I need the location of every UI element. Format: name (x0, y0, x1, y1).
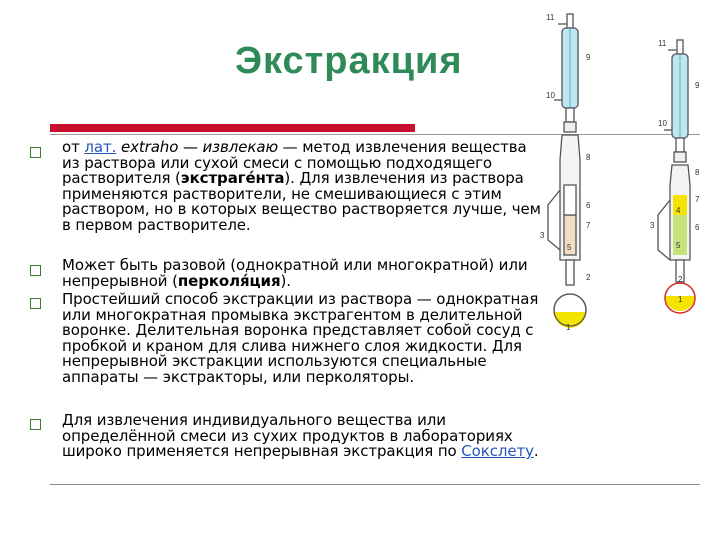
left-label-7: 7 (586, 221, 591, 230)
bullet-2-tail: ). (280, 271, 291, 290)
bullet-marker-3 (30, 298, 41, 309)
right-label-4: 4 (676, 206, 681, 215)
bullet-marker-2 (30, 265, 41, 276)
left-label-5: 5 (567, 243, 572, 252)
right-label-8: 8 (695, 168, 700, 177)
bullet-text-1 (62, 140, 542, 234)
left-label-3: 3 (540, 231, 545, 240)
left-label-8: 8 (586, 153, 591, 162)
bullet-4-body: Для извлечения индивидуального вещества или определённой смеси из сухих продуктов в лабораториях широко применяется непрерывная экстракция по (62, 411, 513, 461)
right-label-3: 3 (650, 221, 655, 230)
right-label-11: 11 (658, 39, 667, 48)
slide-title: Экстракция (235, 40, 463, 82)
footer-divider (50, 484, 700, 485)
right-label-7: 7 (695, 195, 700, 204)
term-extragent: экстраге́нта (180, 169, 285, 188)
bullet-1-etymology: extraho — извлекаю (120, 138, 278, 156)
left-label-6: 6 (586, 201, 591, 210)
right-label-5: 5 (676, 241, 681, 250)
right-label-2: 2 (678, 275, 683, 284)
right-label-1: 1 (678, 295, 683, 304)
bullet-1-tail: ). Для извлечения из раствора применяются растворители, не смешивающиеся с этим раствором, но в которых вещество растворяется лучше, чем в первом растворителе. (62, 169, 541, 234)
apparatus-right (658, 40, 695, 313)
left-label-11: 11 (546, 13, 555, 22)
bullet-text-3: Простейший способ экстракции из раствора — однократная или многократная промывка экстрагентом в делительной воронке. Делительная воронка представляет собой сосуд с пробкой и краном для слива нижнего слоя жидкости. Для непрерывной экстракции используются специальные аппараты — экстракторы, или перколяторы. (62, 290, 539, 386)
right-label-6: 6 (695, 223, 700, 232)
left-label-9: 9 (586, 53, 591, 62)
title-accent-bar (50, 124, 415, 132)
bullet-2-body: Может быть разовой (однократной или многократной) или непрерывной ( (62, 256, 528, 290)
soxhlet-apparatus-diagram (540, 10, 715, 335)
link-soxhlet[interactable]: Сокслету (461, 442, 534, 461)
apparatus-left (548, 14, 586, 328)
left-label-2: 2 (586, 273, 591, 282)
bullet-4-tail: . (533, 442, 539, 461)
left-label-10: 10 (546, 91, 555, 100)
bullet-text-4 (62, 413, 542, 460)
right-label-10: 10 (658, 119, 667, 128)
bullet-1-prefix: от (62, 138, 85, 156)
bullet-text-2 (62, 258, 532, 289)
left-label-1: 1 (566, 323, 571, 332)
bullet-marker-4 (30, 419, 41, 430)
link-lat[interactable]: лат. (84, 138, 117, 156)
term-percolation: перколя́ция (177, 271, 281, 290)
right-label-9: 9 (695, 81, 700, 90)
bullet-marker-1 (30, 147, 41, 158)
bullet-1-body: — метод извлечения вещества из раствора или сухой смеси с помощью подходящего растворителя ( (62, 138, 527, 188)
